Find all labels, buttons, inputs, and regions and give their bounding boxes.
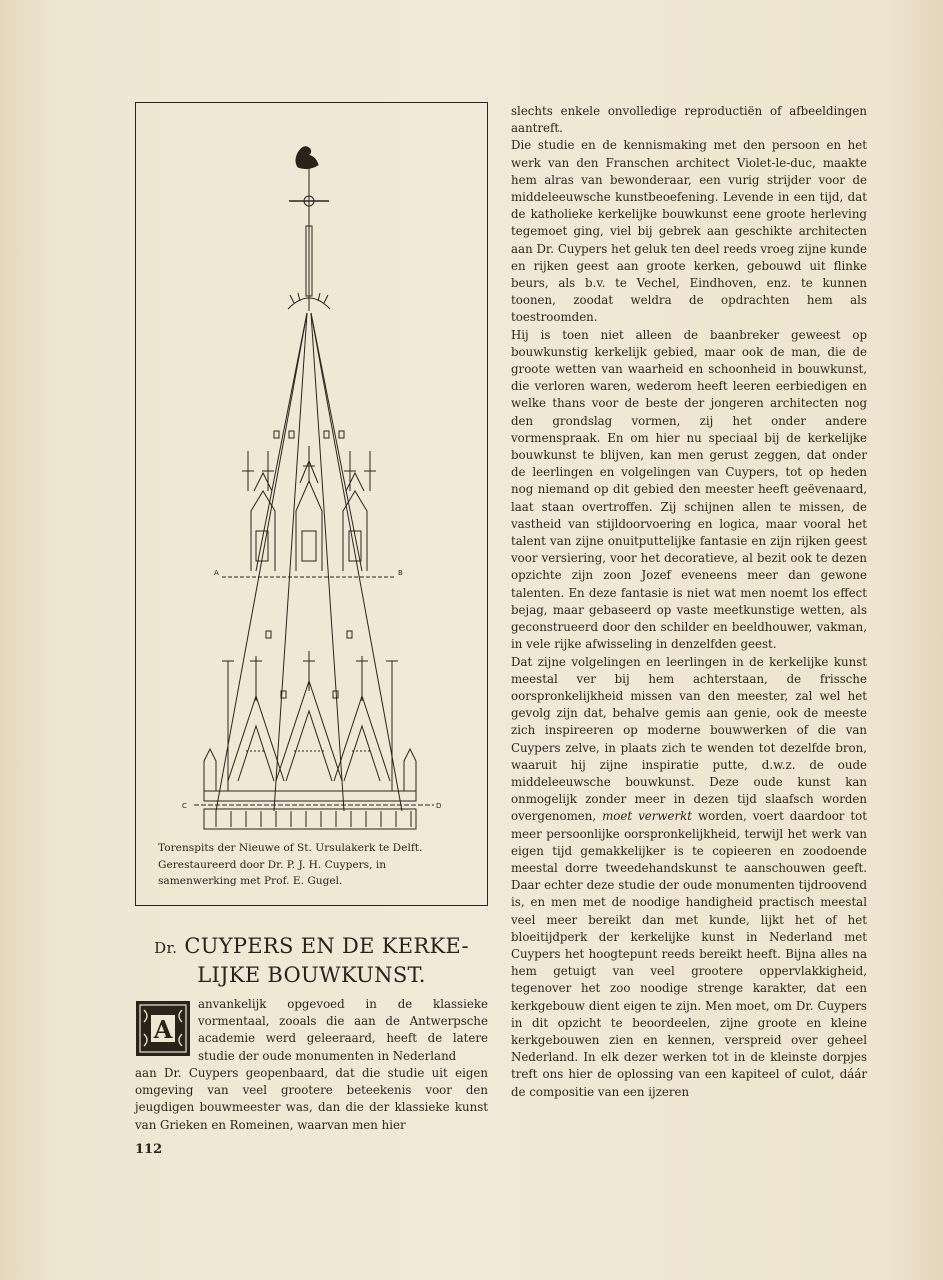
paragraph-4: Dat zijne volgelingen en leerlingen in de kerkelijke kunst meestal ver bij hem achterstaan, de frissche oorspronkelijkheid missen van den meester, zal wel het gevolg zijn dat, behalve gemis aan genie, ook de meeste zich inspireeren op moderne bouwwerken of die van Cuypers zelve, in plaats zich te wenden tot dezelfde bron, waaruit hij zijne inspiratie putte, d.w.z. de oude middeleeuwsche bouwkunst. Deze oude kunst kan onmogelijk zonder meer in dezen tijd slaafsch worden overgenomen, moet verwerkt worden, voert daardoor tot meer persoonlijke oorspronkelijkheid, terwijl het werk van eigen tijd gemakkelijker is te copieeren en zoodoende meestal dorre tweedehandskunst te aanschouwen geeft. Daar echter deze studie der oude monumenten tijdroovend is, en men met de noodige handigheid practisch meestal veel meer bereikt dan met kunde, lijkt het of het bloeitijdperk der kerkelijke kunst in Nederland met Cuypers het hoogtepunt reeds bereikt heeft. Bijna alles na hem getuigt van veel grootere oppervlakkigheid, tegenover het zoo noodige strenge karakter, dat een kerkgebouw dient eigen te zijn. Men moet, om Dr. Cuypers in dit opzicht te beoordeelen, zijne groote en kleine kerkgebouwen zien en kennen, verspreid over geheel Nederland. In elk dezer werken tot in de kleinste dorpjes treft ons hier de oplossing van een kapiteel of culot, dáár de compositie van een ijzeren (511, 654, 868, 1099)
weathercock-icon (296, 147, 318, 191)
middle-gables (242, 446, 376, 571)
paragraph-1: slechts enkele onvolledige reproductiën of afbeeldingen aantreft. (511, 104, 867, 136)
label-c: C (182, 802, 187, 810)
intro-continuation: aan Dr. Cuypers geopenbaard, dat die studie uit eigen omgeving van veel grootere beteekenis voor den jeugdigen bouwmeester was, dan die der klassieke kunst van Grieken en Romeinen, waarvan men hier (135, 1066, 488, 1132)
page-number: 112 (135, 1142, 163, 1157)
decorated-initial (135, 1000, 191, 1057)
lower-gables (204, 651, 416, 791)
church-spire-drawing (176, 131, 446, 836)
right-column (511, 103, 867, 1101)
label-d: D (436, 802, 442, 810)
illustration-frame (135, 102, 488, 906)
label-b: B (398, 569, 403, 577)
title-line-1: CUYPERS EN DE KERKE- (184, 934, 469, 958)
title-prefix: Dr. (154, 939, 178, 957)
title-line-2: LIJKE BOUWKUNST. (197, 963, 426, 987)
paragraph-3: Hij is toen niet alleen de baanbreker geweest op bouwkunstig kerkelijk gebied, maar ook de man, die de groote wetten van waarheid en schoonheid in bouwkunst, die verloren waren, wederom heeft leeren eerbiedigen en welke thans voor de beste der jongeren architecten nog den grondslag vormen, zij het onder andere vormenspraak. En om hier nu speciaal bij de kerkelijke bouwkunst te blijven, kan men gerust zeggen, dat onder de leerlingen en volgelingen van Cuypers, tot op heden nog niemand op dit gebied den meester heeft geëvenaard, laat staan overtroffen. Zij schijnen allen te missen, de vastheid van stijldoorvoering en logica, maar vooral het talent van zijne onuitputtelijke fantasie en zijn rijken geest voor versiering, voor het decoratieve, al bezit ook te dezen opzichte zijn zoon Jozef eveneens meer dan gewone talenten. En deze fantasie is niet wat men noemt los effect bejag, maar gebaseerd op vaste meetkunstige wetten, als geconstrueerd door den schilder en beeldhouwer, vakman, in vele rijke afwisseling in denzelfden geest. (511, 327, 867, 652)
paragraph-2: Die studie en de kennismaking met den persoon en het werk van den Franschen architect Violet-le-duc, maakte hem alras van bewonderaar, een vurig strijder voor de middeleeuwsche kunstbeoefening. Levende in een tijd, dat de katholieke kerkelijke bouwkunst eene groote herleving tegemoet ging, viel bij gebrek aan geschikte architecten aan Dr. Cuypers het geluk ten deel reeds vroeg zijne kunde en rijken geest aan groote kerken, gebouwd uit flinke beurs, als b.v. te Vechel, Eindhoven, enz. te kunnen toonen, zoodat weldra de opdrachten hem als toestroomden. (511, 138, 867, 325)
intro-paragraph: anvankelijk opgevoed in de klassieke vormentaal, zooals die aan de Antwerpsche academie werd geleeraard, heeft de latere studie der oude monumenten in Nederland (198, 997, 488, 1063)
figure-caption: Torenspits der Nieuwe of St. Ursulakerk te Delft. Gerestaureerd door Dr. P. J. H. Cuypers, in samenwerking met Prof. E. Gugel. (158, 842, 423, 887)
label-a: A (214, 569, 219, 577)
article-title (135, 933, 488, 989)
dropcap-letter: A (153, 1015, 173, 1044)
